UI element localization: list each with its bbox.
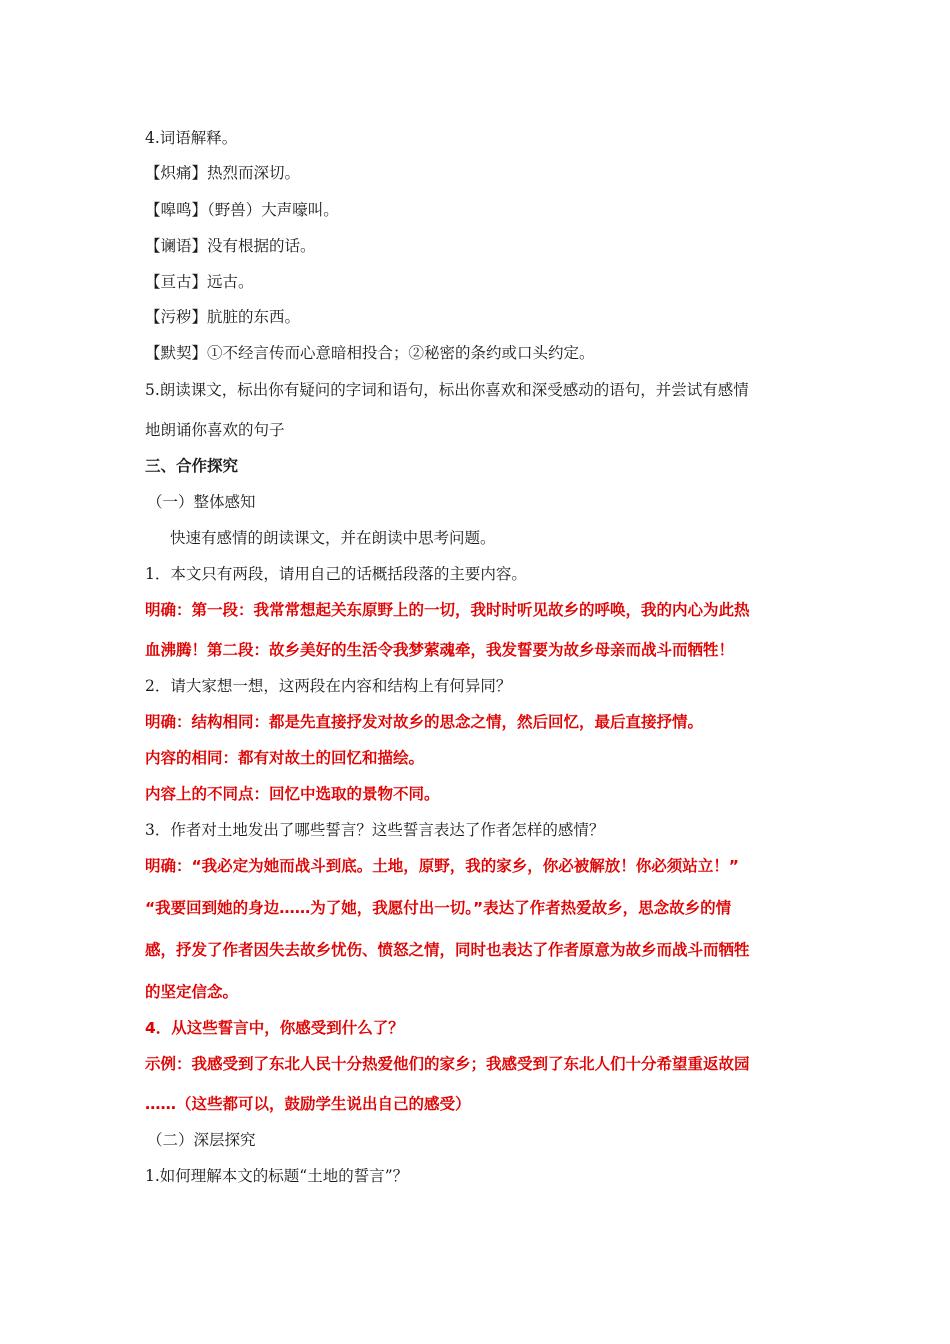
vocab-entry: 【嗥鸣】（野兽）大声嚎叫。	[145, 201, 339, 219]
vocab-entry: 【谰语】没有根据的话。	[145, 237, 316, 255]
item-5-text-cont: 地朗诵你喜欢的句子	[145, 421, 285, 439]
instruction-text: 快速有感情的朗读课文，并在朗读中思考问题。	[170, 529, 496, 547]
question-2: 2．请大家想一想，这两段在内容和结构上有何异同？	[145, 677, 512, 695]
vocab-entry: 【亘古】远古。	[145, 273, 254, 291]
subsection-heading-2: （二）深层探究	[147, 1131, 256, 1149]
vocab-entry: 【默契】①不经言传而心意暗相投合；②秘密的条约或口头约定。	[145, 344, 595, 362]
answer-2: 明确：结构相同：都是先直接抒发对故乡的思念之情，然后回忆，最后直接抒情。	[145, 713, 704, 731]
answer-3: 明确：“我必定为她而战斗到底。土地，原野，我的家乡，你必被解放！你必须站立！”	[145, 857, 739, 875]
answer-3-cont: 的坚定信念。	[145, 983, 239, 1001]
vocab-entry: 【污秽】肮脏的东西。	[145, 308, 301, 326]
answer-2-content-diff: 内容上的不同点：回忆中选取的景物不同。	[145, 785, 440, 803]
answer-3-cont: “我要回到她的身边……为了她，我愿付出一切。”表达了作者热爱故乡，思念故乡的情	[145, 899, 732, 917]
subsection-heading: （一）整体感知	[147, 493, 256, 511]
answer-1: 明确：第一段：我常常想起关东原野上的一切，我时时听见故乡的呼唤，我的内心为此热	[145, 601, 750, 619]
item-5-text: 5.朗读课文，标出你有疑问的字词和语句，标出你喜欢和深受感动的语句，并尝试有感情	[145, 381, 749, 399]
question-1: 1．本文只有两段，请用自己的话概括段落的主要内容。	[145, 565, 527, 583]
answer-1-cont: 血沸腾！第二段：故乡美好的生活令我梦萦魂牵，我发誓要为故乡母亲而战斗而牺牲！	[145, 641, 735, 659]
answer-3-cont: 感，抒发了作者因失去故乡忧伤、愤怒之情，同时也表达了作者原意为故乡而战斗而牺牲	[145, 941, 750, 959]
question-3: 3．作者对土地发出了哪些誓言？这些誓言表达了作者怎样的感情？	[145, 821, 605, 839]
answer-2-content-same: 内容的相同：都有对故土的回忆和描绘。	[145, 749, 425, 767]
deep-question-1: 1.如何理解本文的标题“土地的誓言”？	[145, 1167, 409, 1185]
answer-4: 示例：我感受到了东北人民十分热爱他们的家乡；我感受到了东北人们十分希望重返故园	[145, 1055, 750, 1073]
item-4-heading: 4.词语解释。	[145, 129, 238, 147]
question-4: 4．从这些誓言中，你感受到什么了？	[145, 1019, 404, 1037]
section-heading: 三、合作探究	[145, 457, 239, 475]
vocab-entry: 【炽痛】热烈而深切。	[145, 164, 301, 182]
answer-4-cont: ……（这些都可以，鼓励学生说出自己的感受）	[145, 1095, 471, 1113]
